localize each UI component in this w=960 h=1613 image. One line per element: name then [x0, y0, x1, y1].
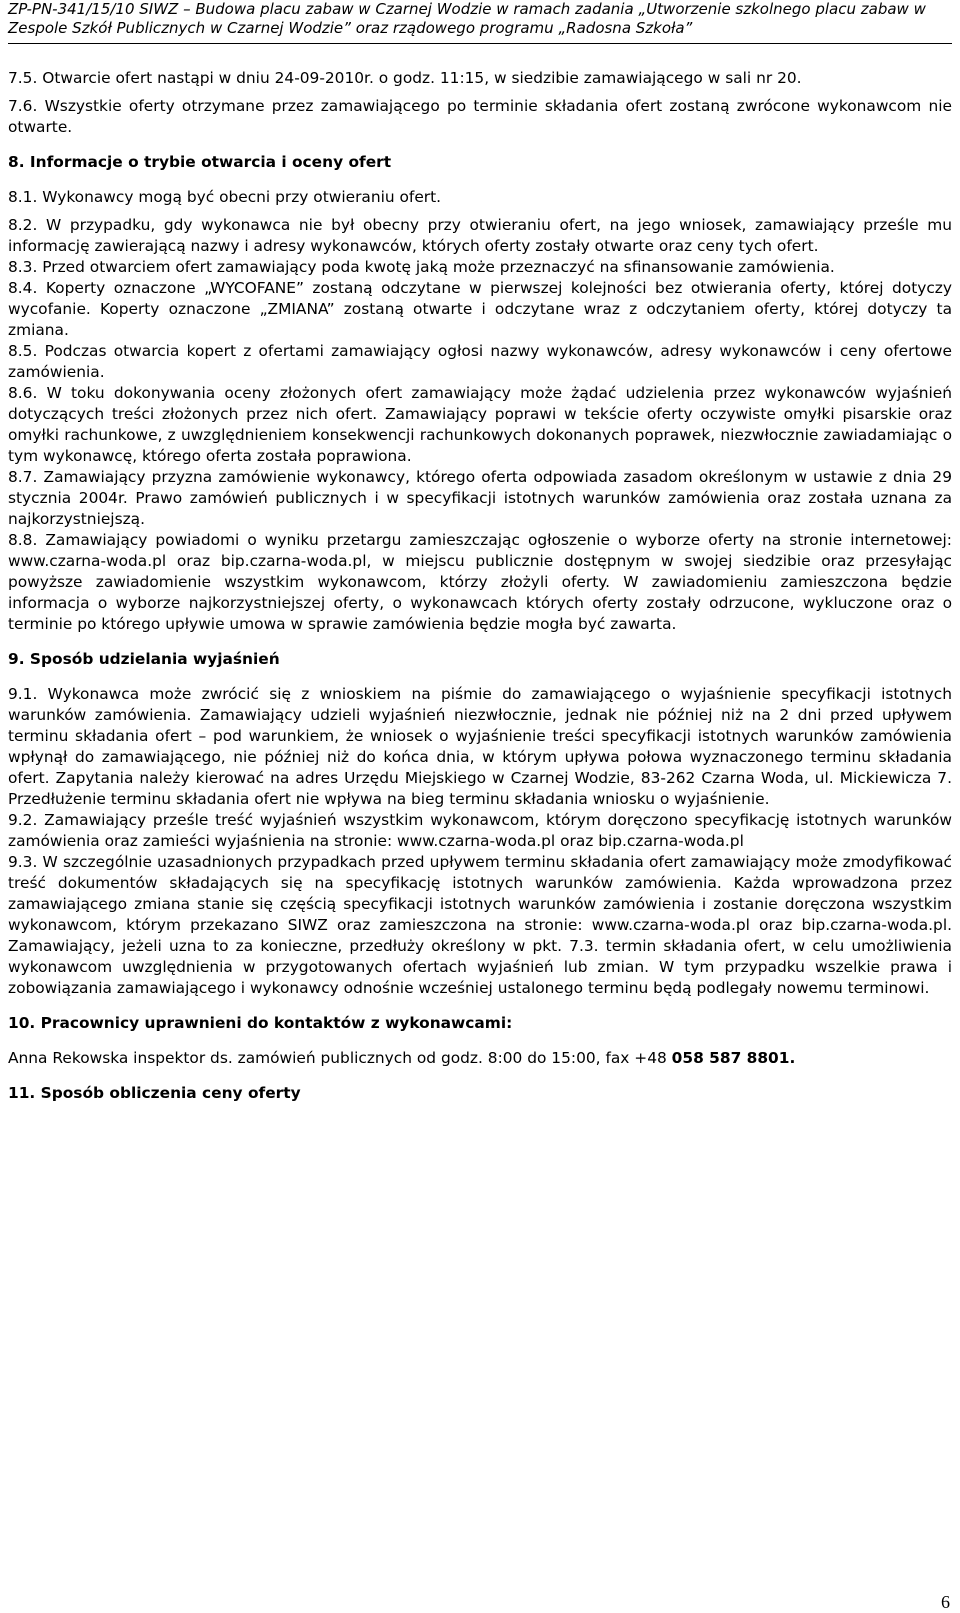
paragraph-9-2: 9.2. Zamawiający prześle treść wyjaśnień wszystkim wykonawcom, którym doręczono specyfikację istotnych warunków zamówienia oraz zamieści wyjaśnienia na stronie: www.czarna-woda.pl oraz bip.czarna-woda.pl: [8, 811, 952, 850]
paragraph-8-2: 8.2. W przypadku, gdy wykonawca nie był obecny przy otwieraniu ofert, na jego wniosek, zamawiający prześle mu informację zawierającą nazwy i adresy wykonawców, których oferty zostały otwarte oraz ceny tych ofert.: [8, 216, 952, 255]
paragraph-8-7: 8.7. Zamawiający przyzna zamówienie wykonawcy, którego oferta odpowiada zasadom określonym w ustawie z dnia 29 stycznia 2004r. Prawo zamówień publicznych i w specyfikacji istotnych warunków zamówienia oraz została uznana za najkorzystniejszą.: [8, 468, 952, 528]
paragraph-8-4: 8.4. Koperty oznaczone „WYCOFANE” zostaną odczytane w pierwszej kolejności bez otwierania oferty, której dotyczy wycofanie. Koperty oznaczone „ZMIANA” zostaną otwarte i odczytane wraz z odczytaniem oferty, której dotyczy ta zmiana.: [8, 279, 952, 339]
paragraph-8-5: 8.5. Podczas otwarcia kopert z ofertami zamawiający ogłosi nazwy wykonawców, adresy wykonawców i ceny ofertowe zamówienia.: [8, 342, 952, 381]
page-number: 6: [941, 1592, 950, 1612]
section-heading-8: 8. Informacje o trybie otwarcia i oceny ofert: [8, 153, 392, 171]
header-line-1: ZP-PN-341/15/10 SIWZ – Budowa placu zabaw w Czarnej Wodzie w ramach zadania „Utworzenie szkolnego placu zabaw w: [8, 0, 926, 18]
document-body: [8, 68, 952, 1118]
paragraph-8-8: 8.8. Zamawiający powiadomi o wyniku przetargu zamieszczając ogłoszenie o wyborze oferty na stronie internetowej: www.czarna-woda.pl oraz bip.czarna-woda.pl, w miejscu publicznie dostępnym w swojej siedzibie oraz przesyłając powyższe zawiadomienie wszystkim wykonawcom, którzy złożyli oferty. W zawiadomieniu zamieszczona będzie informacja o wyborze najkorzystniejszej oferty, o wykonawcach których oferty zostały odrzucone, wykluczone oraz o terminie po którego upływie umowa w sprawie zamówienia będzie mogła być zawarta.: [8, 531, 952, 633]
paragraph-8-3: 8.3. Przed otwarciem ofert zamawiający poda kwotę jaką może przeznaczyć na sfinansowanie zamówienia.: [8, 258, 835, 276]
fax-number: 058 587 8801.: [671, 1049, 796, 1067]
contact-text: Anna Rekowska inspektor ds. zamówień publicznych od godz. 8:00 do 15:00, fax +48: [8, 1049, 672, 1067]
paragraph-8-1: 8.1. Wykonawcy mogą być obecni przy otwieraniu ofert.: [8, 188, 442, 206]
paragraph-10-contact: [8, 1048, 952, 1069]
section-heading-9: 9. Sposób udzielania wyjaśnień: [8, 650, 280, 668]
paragraph-9-1: 9.1. Wykonawca może zwrócić się z wnioskiem na piśmie do zamawiającego o wyjaśnienie specyfikacji istotnych warunków zamówienia. Zamawiający udzieli wyjaśnień niezwłocznie, jednak nie później niż na 2 dni przed upływem terminu składania ofert – pod warunkiem, że wniosek o wyjaśnienie treści specyfikacji istotnych warunków zamówienia wpłynął do zamawiającego, nie później niż do końca dnia, w którym upływa połowa wyznaczonego terminu składania ofert. Zapytania należy kierować na adres Urzędu Miejskiego w Czarnej Wodzie, 83-262 Czarna Woda, ul. Mickiewicza 7. Przedłużenie terminu składania ofert nie wpływa na bieg terminu składania wniosku o wyjaśnienie.: [8, 685, 952, 808]
section-heading-10: 10. Pracownicy uprawnieni do kontaktów z wykonawcami:: [8, 1014, 513, 1032]
header-line-2: Zespole Szkół Publicznych w Czarnej Wodzie” oraz rządowego programu „Radosna Szkoła”: [8, 19, 693, 37]
paragraph-7-6: 7.6. Wszystkie oferty otrzymane przez zamawiającego po terminie składania ofert zostaną zwrócone wykonawcom nie otwarte.: [8, 97, 952, 136]
paragraph-8-6: 8.6. W toku dokonywania oceny złożonych ofert zamawiający może żądać udzielenia przez wykonawców wyjaśnień dotyczących treści złożonych przez nich ofert. Zamawiający poprawi w tekście oferty oczywiste omyłki pisarskie oraz omyłki rachunkowe, z uwzględnieniem konsekwencji rachunkowych dokonanych poprawek, niezwłocznie zawiadamiając o tym wykonawcę, którego oferta została poprawiona.: [8, 384, 952, 465]
paragraph-9-3: 9.3. W szczególnie uzasadnionych przypadkach przed upływem terminu składania ofert zamawiający może zmodyfikować treść dokumentów składających się na specyfikację istotnych warunków zamówienia. Każda wprowadzona przez zamawiającego zmiana stanie się częścią specyfikacji istotnych warunków zamówienia i zostanie doręczona wszystkim wykonawcom, którym przekazano SIWZ oraz zamieszczona na stronie: www.czarna-woda.pl oraz bip.czarna-woda.pl. Zamawiający, jeżeli uzna to za konieczne, przedłuży określony w pkt. 7.3. termin składania ofert, w celu umożliwienia wykonawcom uwzględnienia w przygotowanych ofertach wyjaśnień lub zmian. W tym przypadku wszelkie prawa i zobowiązania zamawiającego i wykonawcy odnośnie wcześniej ustalonego terminu będą podlegały nowemu terminowi.: [8, 853, 952, 997]
section-heading-11: 11. Sposób obliczenia ceny oferty: [8, 1084, 301, 1102]
paragraph-7-5: 7.5. Otwarcie ofert nastąpi w dniu 24-09-2010r. o godz. 11:15, w siedzibie zamawiającego w sali nr 20.: [8, 69, 802, 87]
page-header: [8, 0, 952, 44]
